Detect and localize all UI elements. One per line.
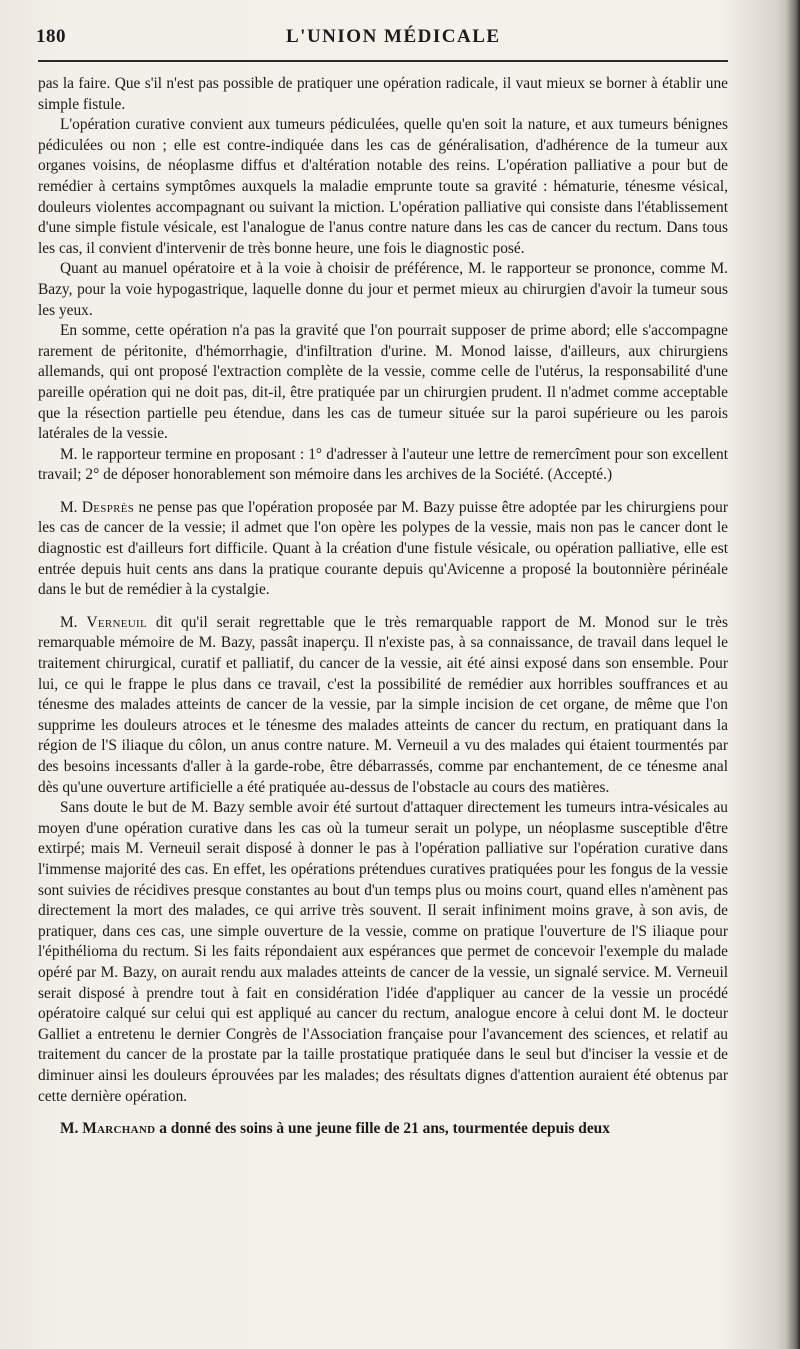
paragraph-text: ne pense pas que l'opération proposée par M. Bazy puisse être adoptée par les chirurgiens pour les cas de cancer de la vessie; il admet que l'on opère les polypes de la vessie, mais non pas le cancer dont le diagnostic est d'ailleurs fort difficile. Quant à la création d'une fistule vésicale, ou opération palliative, elle est entrée depuis huit cents ans dans la pratique courante depuis qu'Avicenne a proposé la boutonnière périnéale dans le but de remédier à la cystalgie.	[38, 498, 728, 599]
paragraph: Quant au manuel opératoire et à la voie à choisir de préférence, M. le rapporteur se prononce, comme M. Bazy, pour la voie hypogastrique, laquelle donne du jour et permet mieux au chirurgien d'avoir la tumeur sous les yeux.	[38, 260, 728, 319]
page-edge-shadow	[786, 0, 800, 1349]
paragraph: Sans doute le but de M. Bazy semble avoir été surtout d'attaquer directement les tumeurs intra-vésicales au moyen d'une opération curative dans les cas où la tumeur serait un polype, un néoplasme susceptible d'être extirpé; mais M. Verneuil serait disposé à donner le pas à l'opération palliative sur l'opération curative dans l'immense majorité des cas. En effet, les opérations prétendues curatives pratiquées pour les fongus de la vessie sont suivies de récidives presque constantes au bout d'un temps plus ou moins court, quand elles n'amènent pas directement la mort des malades, ce qui arrive très souvent. Il serait infiniment moins grave, à son avis, de pratiquer, dans ces cas, une simple ouverture de la vessie, comme on pratique l'ouverture de l'S iliaque pour l'épithélioma du rectum. Si les faits répondaient aux espérances que permet de concevoir l'exemple du malade opéré par M. Bazy, on aurait rendu aux malades atteints de cancer de la vessie, un signalé service. M. Verneuil serait disposé à prendre tout à fait en considération l'idée d'appliquer au cancer de la vessie un procédé opératoire calqué sur celui qui est appliqué au cancer du rectum, analogue encore à celui dont M. le docteur Galliet a entretenu le dernier Congrès de l'Association française pour l'avancement des sciences, et relatif au traitement du cancer de la prostate par la taille prostatique pratiquée dans le seul but d'inciser la vessie et de diminuer ainsi les douleurs éprouvées par les malades; des résultats dignes d'attention auraient été obtenus par cette dernière opération.	[38, 799, 728, 1105]
paragraph: M. le rapporteur termine en proposant : 1° d'adresser à l'auteur une lettre de remercîment pour son excellent travail; 2° de déposer honorablement son mémoire dans les archives de la Société. (Accepté.)	[38, 445, 728, 484]
paragraph: pas la faire. Que s'il n'est pas possible de pratiquer une opération radicale, il vaut mieux se borner à établir une simple fistule.	[38, 75, 728, 113]
page-header	[36, 22, 726, 56]
paragraph-text: a donné des soins à une jeune fille de 21 ans, tourmentée depuis deux	[159, 1120, 610, 1138]
speaker-name: Verneuil	[86, 613, 147, 631]
speaker-prefix: M.	[60, 1120, 79, 1138]
speaker-name: Marchand	[82, 1120, 156, 1138]
speaker-prefix: M.	[60, 498, 78, 516]
paragraph: En somme, cette opération n'a pas la gravité que l'on pourrait supposer de prime abord; elle s'accompagne rarement de péritonite, d'hémorrhagie, d'infiltration d'urine. M. Monod laisse, d'ailleurs, aux chirurgiens allemands, qui ont proposé l'extraction complète de la vessie, comme celle de l'utérus, la responsabilité d'une pareille opération qui ne doit pas, dit-il, être pratiquée par un chirurgien prudent. Il n'admet comme acceptable que la résection partielle peu étendue, dans les cas de tumeur située sur la paroi supérieure ou les parois latérales de la vessie.	[38, 322, 728, 443]
page-number: 180	[36, 26, 66, 47]
speaker-name: Desprès	[81, 498, 135, 516]
article-body	[38, 74, 728, 1140]
paragraph-text: dit qu'il serait regrettable que le très remarquable rapport de M. Monod sur le très remarquable mémoire de M. Bazy, passât inaperçu. Il n'existe pas, à sa connaissance, de travail dans lequel le traitement chirurgical, curatif et palliatif, du cancer de la vessie, ait été ainsi exposé dans son ensemble. Pour lui, ce qui le frappe le plus dans ce travail, c'est la possibilité de remédier aux horribles souffrances et au ténesme des malades atteints de cancer de la vessie, par la simple incision de cet organe, de même que l'on supprime les douleurs atroces et le ténesme des malades atteints de cancer du rectum, en pratiquant dans la région de l'S iliaque du côlon, un anus contre nature. M. Verneuil a vu des malades qui étaient tourmentés par des besoins incessants d'aller à la garde-robe, être débarrassés, comme par enchantement, de ce ténesme anal dès qu'une ouverture artificielle a été pratiquée au-dessus de l'obstacle au cours des matières.	[38, 613, 728, 796]
paragraph: L'opération curative convient aux tumeurs pédiculées, quelle qu'en soit la nature, et aux tumeurs bénignes pédiculées ou non ; elle est contre-indiquée dans les cas de généralisation, d'adhérence de la tumeur aux organes voisins, de néoplasme diffus et d'altération notable des reins. L'opération palliative a pour but de remédier à certains symptômes auxquels la maladie emprunte toute sa gravité : hématurie, ténesme vésical, douleurs violentes accompagnant ou suivant la miction. L'opération palliative qui consiste dans l'établissement d'une simple fistule vésicale, est l'analogue de l'anus contre nature dans les cas de cancer du rectum. Dans tous les cas, il convient d'intervenir de très bonne heure, une fois le diagnostic posé.	[38, 116, 728, 257]
paragraph-verneuil	[38, 613, 728, 798]
running-title: L'UNION MÉDICALE	[286, 26, 501, 47]
speaker-prefix: M.	[60, 613, 78, 631]
paragraph-marchand	[38, 1119, 728, 1140]
header-rule	[38, 60, 728, 62]
paragraph-despres	[38, 498, 728, 601]
